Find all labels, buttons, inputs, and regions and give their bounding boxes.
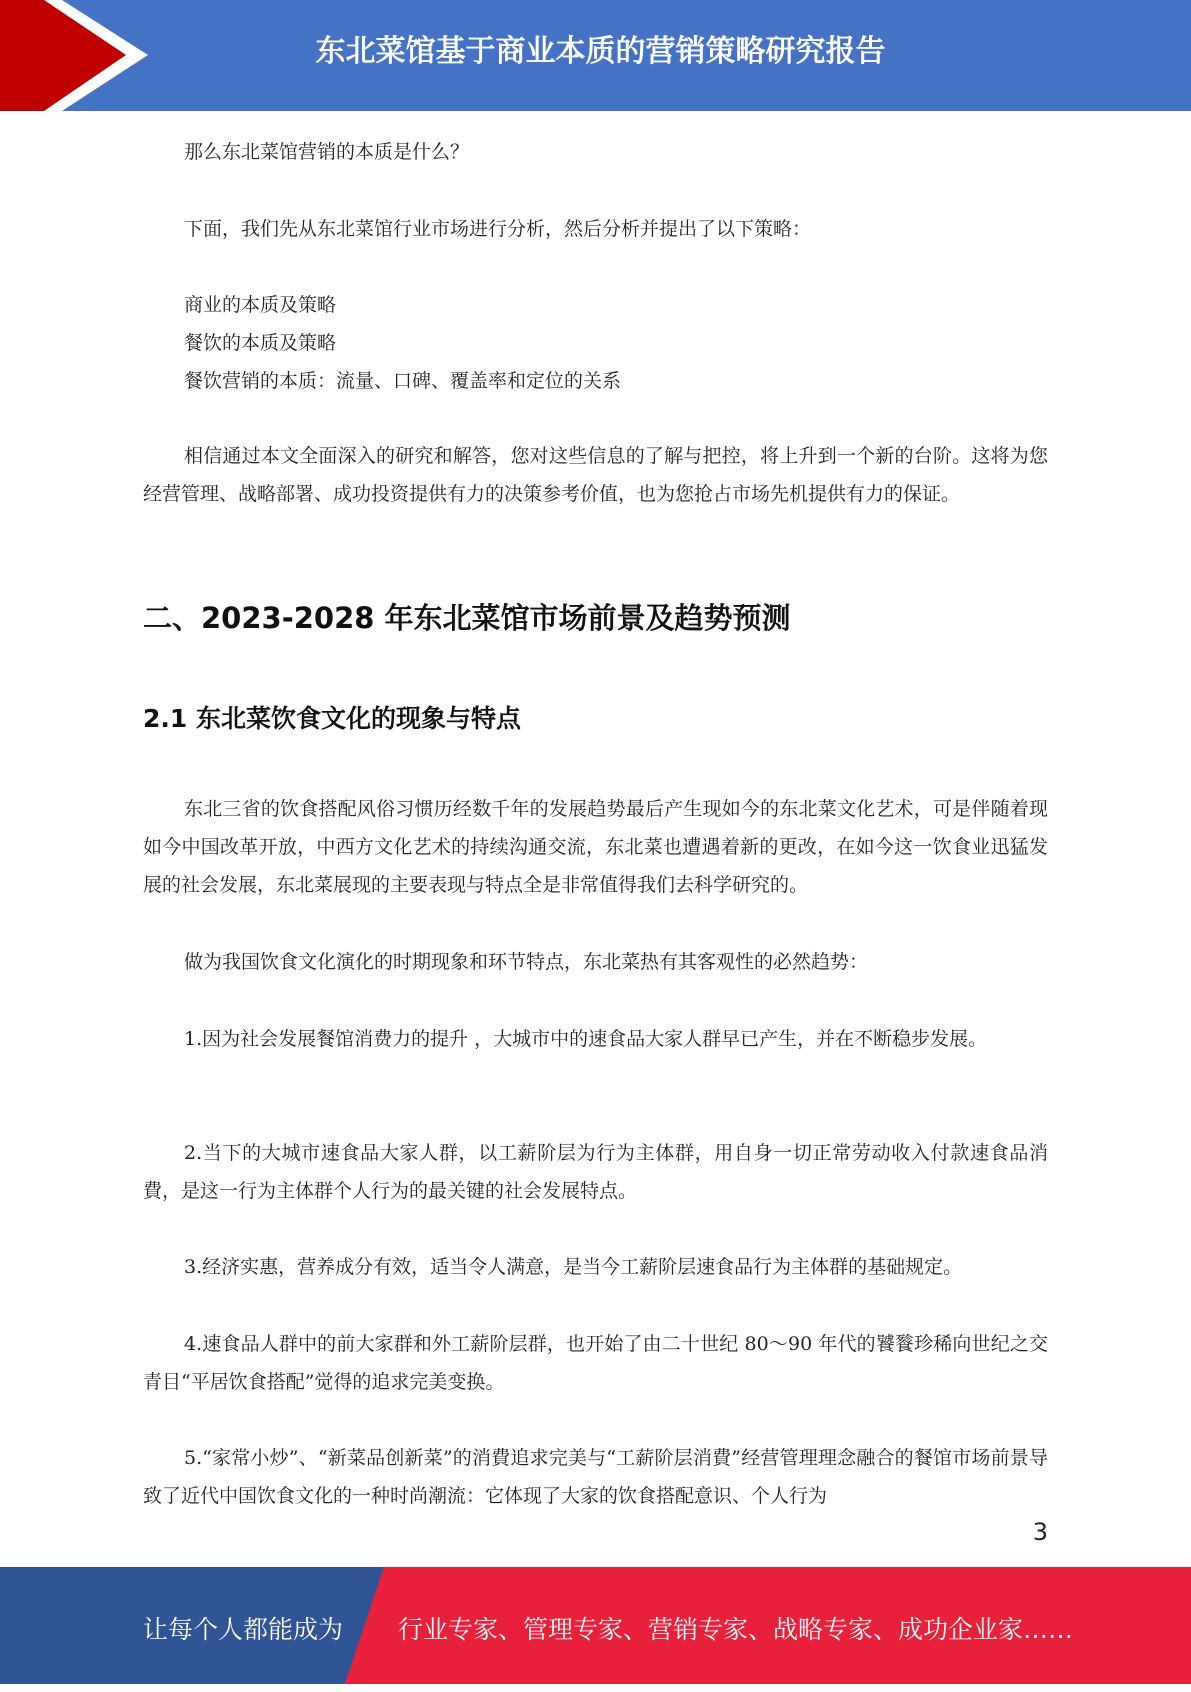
footer-slogan-right: 行业专家、管理专家、营销专家、战略专家、成功企业家……: [398, 1615, 1074, 1644]
list-item: 5.“家常小炒”、“新菜品创新菜”的消費追求完美与“工薪阶层消費”经营管理理念融合的餐馆市场前景导致了近代中国饮食文化的一种时尚潮流：它体现了大家的饮食搭配意识、个人行为: [143, 1447, 1048, 1507]
header-arrow-decoration: [0, 0, 160, 111]
footer-slogan-left: 让每个人都能成为: [143, 1615, 344, 1644]
page-header: [0, 0, 1191, 111]
list-item: 4.速食品人群中的前大家群和外工薪阶层群，也开始了由二十世纪 80～90 年代的饕餮珍稀向世纪之交青目“平居饮食搭配”觉得的追求完美变换。: [143, 1333, 1048, 1393]
strategy-item: 餐饮的本质及策略: [184, 332, 337, 354]
list-item: 1.因为社会发展餐馆消费力的提升 ，大城市中的速食品大家人群早已产生，并在不断稳步发展。: [184, 1028, 988, 1050]
section-heading: 二、2023-2028 年东北菜馆市场前景及趋势预测: [143, 601, 791, 635]
intro-lead: 下面，我们先从东北菜馆行业市场进行分析，然后分析并提出了以下策略：: [184, 218, 812, 240]
intro-closing-paragraph: 相信通过本文全面深入的研究和解答，您对这些信息的了解与把控，将上升到一个新的台阶。这将为您经营管理、战略部署、成功投资提供有力的决策参考价值，也为您抢占市场先机提供有力的保证。: [143, 445, 1048, 505]
list-item: 3.经济实惠，营养成分有效，适当令人满意，是当今工薪阶层速食品行为主体群的基础规定。: [184, 1256, 963, 1278]
list-item: 2.当下的大城市速食品大家人群，以工薪阶层为行为主体群，用自身一切正常劳动收入付款速食品消費，是这一行为主体群个人行为的最关键的社会发展特点。: [143, 1142, 1048, 1202]
header-title: 东北菜馆基于商业本质的营销策略研究报告: [315, 34, 886, 69]
page-number: 3: [1032, 1518, 1048, 1546]
body-paragraph: 东北三省的饮食搭配风俗习惯历经数千年的发展趋势最后产生现如今的东北菜文化艺术，可是伴随着现如今中国改革开放，中西方文化艺术的持续沟通交流，东北菜也遭遇着新的更改，在如今这一饮食业迅猛发展的社会发展，东北菜展现的主要表现与特点全是非常值得我们去科学研究的。: [143, 798, 1048, 896]
strategy-item: 餐饮营销的本质：流量、口碑、覆盖率和定位的关系: [184, 370, 622, 392]
intro-question: 那么东北菜馆营销的本质是什么？: [184, 141, 470, 163]
strategy-item: 商业的本质及策略: [184, 294, 337, 316]
page-footer: [0, 1567, 1191, 1684]
subsection-heading: 2.1 东北菜饮食文化的现象与特点: [143, 704, 521, 733]
body-paragraph: 做为我国饮食文化演化的时期现象和环节特点，东北菜热有其客观性的必然趋势：: [184, 951, 869, 973]
